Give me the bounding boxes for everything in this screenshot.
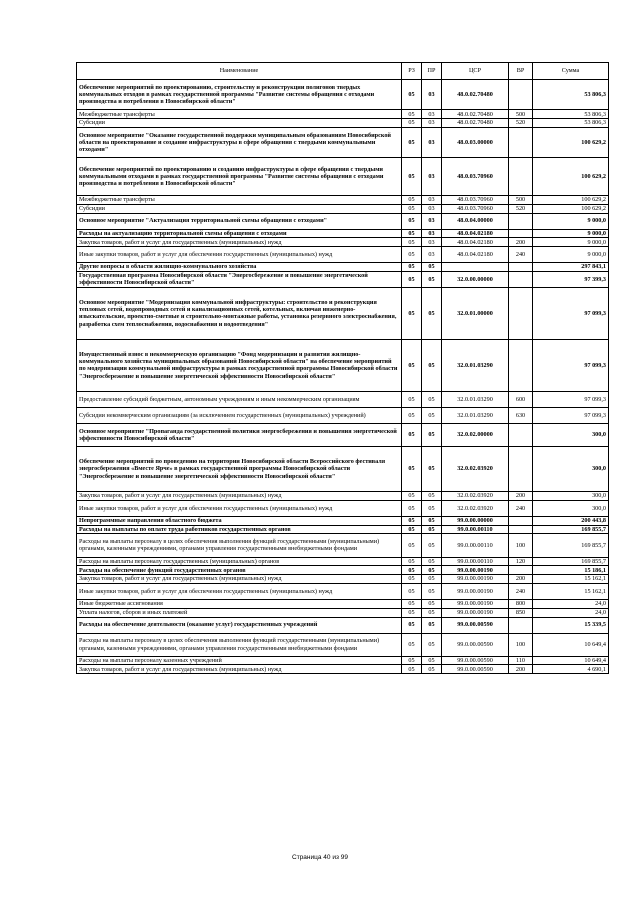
header-sum: Сумма bbox=[533, 63, 609, 80]
cell-rz: 05 bbox=[402, 391, 422, 407]
table-row bbox=[77, 633, 609, 656]
cell-csr: 48.0.03.70960 bbox=[442, 204, 509, 213]
cell-pr: 05 bbox=[422, 391, 442, 407]
cell-csr: 48.0.03.70960 bbox=[442, 158, 509, 196]
cell-sum: 169 855,7 bbox=[533, 534, 609, 557]
table-row bbox=[77, 391, 609, 407]
cell-vr: 100 bbox=[509, 633, 533, 656]
table-row bbox=[77, 656, 609, 665]
cell-pr: 03 bbox=[422, 247, 442, 263]
cell-csr: 32.0.02.00000 bbox=[442, 423, 509, 446]
header-csr: ЦСР bbox=[442, 63, 509, 80]
cell-vr: 800 bbox=[509, 599, 533, 608]
cell-pr: 05 bbox=[422, 557, 442, 566]
cell-vr: 200 bbox=[509, 238, 533, 247]
cell-rz: 05 bbox=[402, 127, 422, 157]
cell-sum: 300,0 bbox=[533, 491, 609, 500]
cell-rz: 05 bbox=[402, 80, 422, 110]
cell-csr: 32.0.02.03920 bbox=[442, 447, 509, 492]
cell-rz: 05 bbox=[402, 516, 422, 525]
cell-vr bbox=[509, 423, 533, 446]
cell-vr: 200 bbox=[509, 665, 533, 674]
cell-vr: 500 bbox=[509, 195, 533, 204]
cell-name: Межбюджетные трансферты bbox=[77, 110, 402, 119]
cell-sum: 300,0 bbox=[533, 423, 609, 446]
cell-csr: 48.0.02.70480 bbox=[442, 80, 509, 110]
cell-pr: 03 bbox=[422, 213, 442, 229]
table-row bbox=[77, 500, 609, 516]
cell-name: Закупка товаров, работ и услуг для государственных (муниципальных) нужд bbox=[77, 238, 402, 247]
cell-rz: 05 bbox=[402, 287, 422, 339]
cell-pr: 03 bbox=[422, 127, 442, 157]
cell-pr: 05 bbox=[422, 583, 442, 599]
cell-csr: 99.0.00.00190 bbox=[442, 583, 509, 599]
cell-csr: 48.0.02.70480 bbox=[442, 110, 509, 119]
cell-csr: 99.0.00.00190 bbox=[442, 575, 509, 584]
cell-vr bbox=[509, 516, 533, 525]
cell-name: Расходы на выплаты персоналу государственных (муниципальных) органов bbox=[77, 557, 402, 566]
cell-sum: 24,0 bbox=[533, 608, 609, 617]
table-row bbox=[77, 599, 609, 608]
cell-vr bbox=[509, 566, 533, 575]
cell-vr bbox=[509, 263, 533, 272]
cell-vr bbox=[509, 158, 533, 196]
cell-pr: 05 bbox=[422, 447, 442, 492]
cell-csr: 32.0.01.03290 bbox=[442, 407, 509, 423]
cell-csr: 99.0.00.00590 bbox=[442, 633, 509, 656]
table-row bbox=[77, 271, 609, 287]
cell-rz: 05 bbox=[402, 247, 422, 263]
cell-rz: 05 bbox=[402, 271, 422, 287]
cell-name: Обеспечение мероприятий по проектированию и созданию инфраструктуры в сфере обращения с твердыми коммунальными отходами в рамках государственной программы "Развитие системы обращения с отходами производства и потребления в Новосибирской области" bbox=[77, 158, 402, 196]
table-row bbox=[77, 583, 609, 599]
cell-name: Предоставление субсидий бюджетным, автономным учреждениям и иным некоммерческим организациям bbox=[77, 391, 402, 407]
cell-pr: 05 bbox=[422, 656, 442, 665]
cell-name: Расходы на обеспечение деятельности (оказание услуг) государственных учреждений bbox=[77, 617, 402, 633]
cell-sum: 97 099,3 bbox=[533, 339, 609, 391]
header-name: Наименование bbox=[77, 63, 402, 80]
cell-pr: 03 bbox=[422, 229, 442, 238]
cell-sum: 4 690,1 bbox=[533, 665, 609, 674]
cell-vr bbox=[509, 287, 533, 339]
cell-rz: 05 bbox=[402, 525, 422, 534]
cell-pr: 05 bbox=[422, 516, 442, 525]
cell-pr: 05 bbox=[422, 575, 442, 584]
table-row bbox=[77, 423, 609, 446]
cell-name: Расходы на выплаты персоналу в целях обеспечения выполнения функций государственными (муниципальными) органами, казенными учреждениями, органами управления государственными внебюджетными фондами bbox=[77, 633, 402, 656]
table-row bbox=[77, 213, 609, 229]
cell-name: Основное мероприятие "Модернизация коммунальной инфраструктуры: строительство и реконструкция тепловых сетей, водопроводных сетей и канализационных сетей, котельных, включая инженерно-изыскательские, проектно-сметные и строительно-монтажные работы, установка резервного электроснабжения, разработка схем теплоснабжения, водоснабжения и водоотведения" bbox=[77, 287, 402, 339]
cell-csr: 32.0.01.00000 bbox=[442, 287, 509, 339]
table-row bbox=[77, 80, 609, 110]
cell-vr: 520 bbox=[509, 204, 533, 213]
table-row bbox=[77, 566, 609, 575]
cell-name: Расходы на выплаты персоналу в целях обеспечения выполнения функций государственными (муниципальными) органами, казенными учреждениями, органами управления государственными внебюджетными фондами bbox=[77, 534, 402, 557]
cell-sum: 100 629,2 bbox=[533, 158, 609, 196]
cell-pr: 05 bbox=[422, 665, 442, 674]
cell-pr: 05 bbox=[422, 491, 442, 500]
cell-csr: 99.0.00.00590 bbox=[442, 665, 509, 674]
cell-rz: 05 bbox=[402, 665, 422, 674]
cell-rz: 05 bbox=[402, 195, 422, 204]
cell-pr: 05 bbox=[422, 525, 442, 534]
cell-csr: 48.0.04.02180 bbox=[442, 238, 509, 247]
table-row bbox=[77, 238, 609, 247]
cell-vr: 200 bbox=[509, 575, 533, 584]
cell-csr: 99.0.00.00590 bbox=[442, 656, 509, 665]
cell-name: Иные закупки товаров, работ и услуг для обеспечения государственных (муниципальных) нужд bbox=[77, 583, 402, 599]
cell-sum: 97 399,3 bbox=[533, 271, 609, 287]
cell-vr bbox=[509, 617, 533, 633]
cell-name: Имущественный взнос в некоммерческую организацию "Фонд модернизации и развития жилищно-коммунального хозяйства муниципальных образований Новосибирской области" на обеспечение мероприятий по модернизации коммунальной инфраструктуры в рамках государственной программы Новосибирской области "Энергосбережение и повышение энергетической эффективности Новосибирской области" bbox=[77, 339, 402, 391]
cell-name: Основное мероприятие "Актуализация территориальной схемы обращения с отходами" bbox=[77, 213, 402, 229]
cell-csr: 48.0.04.02180 bbox=[442, 247, 509, 263]
cell-csr: 99.0.00.00590 bbox=[442, 617, 509, 633]
cell-name: Расходы на выплаты персоналу казенных учреждений bbox=[77, 656, 402, 665]
cell-sum: 169 855,7 bbox=[533, 557, 609, 566]
cell-csr: 48.0.03.00000 bbox=[442, 127, 509, 157]
budget-table bbox=[76, 62, 609, 674]
cell-vr: 110 bbox=[509, 656, 533, 665]
cell-rz: 05 bbox=[402, 110, 422, 119]
table-row bbox=[77, 665, 609, 674]
cell-sum: 100 629,2 bbox=[533, 127, 609, 157]
cell-csr: 48.0.04.00000 bbox=[442, 213, 509, 229]
cell-pr: 05 bbox=[422, 423, 442, 446]
cell-sum: 15 162,1 bbox=[533, 583, 609, 599]
table-row bbox=[77, 110, 609, 119]
table-row bbox=[77, 287, 609, 339]
cell-vr bbox=[509, 271, 533, 287]
cell-sum: 10 649,4 bbox=[533, 633, 609, 656]
table-row bbox=[77, 339, 609, 391]
table-row bbox=[77, 195, 609, 204]
table-body bbox=[77, 80, 609, 674]
cell-sum: 300,0 bbox=[533, 447, 609, 492]
cell-csr: 99.0.00.00190 bbox=[442, 566, 509, 575]
cell-csr: 99.0.00.00110 bbox=[442, 525, 509, 534]
cell-sum: 24,0 bbox=[533, 599, 609, 608]
cell-csr: 48.0.04.02180 bbox=[442, 229, 509, 238]
cell-pr: 05 bbox=[422, 339, 442, 391]
cell-name: Закупка товаров, работ и услуг для государственных (муниципальных) нужд bbox=[77, 491, 402, 500]
cell-rz: 05 bbox=[402, 213, 422, 229]
cell-csr: 48.0.03.70960 bbox=[442, 195, 509, 204]
cell-name: Основное мероприятие "Пропаганда государственной политики энергосбережения и повышения энергетической эффективности Новосибирской области" bbox=[77, 423, 402, 446]
table-row bbox=[77, 534, 609, 557]
cell-pr: 05 bbox=[422, 271, 442, 287]
cell-rz: 05 bbox=[402, 158, 422, 196]
cell-rz: 05 bbox=[402, 557, 422, 566]
cell-sum: 9 000,0 bbox=[533, 238, 609, 247]
cell-name: Государственная программа Новосибирской области "Энергосбережение и повышение энергетической эффективности Новосибирской области" bbox=[77, 271, 402, 287]
cell-rz: 05 bbox=[402, 617, 422, 633]
cell-pr: 05 bbox=[422, 534, 442, 557]
cell-pr: 03 bbox=[422, 110, 442, 119]
cell-vr: 240 bbox=[509, 500, 533, 516]
cell-sum: 15 162,1 bbox=[533, 575, 609, 584]
cell-pr: 05 bbox=[422, 608, 442, 617]
cell-name: Основное мероприятие "Оказание государственной поддержки муниципальным образованиям Новосибирской области на проектирование и создание инфраструктуры в сфере обращения с твердыми коммунальными отходами" bbox=[77, 127, 402, 157]
cell-vr: 500 bbox=[509, 110, 533, 119]
cell-csr: 32.0.01.03290 bbox=[442, 339, 509, 391]
cell-rz: 05 bbox=[402, 633, 422, 656]
cell-csr: 32.0.01.03290 bbox=[442, 391, 509, 407]
cell-name: Иные закупки товаров, работ и услуг для обеспечения государственных (муниципальных) нужд bbox=[77, 500, 402, 516]
cell-pr: 03 bbox=[422, 195, 442, 204]
cell-csr: 99.0.00.00190 bbox=[442, 599, 509, 608]
cell-csr: 32.0.02.03920 bbox=[442, 500, 509, 516]
page-number: Страница 40 из 99 bbox=[292, 854, 348, 861]
cell-rz: 05 bbox=[402, 423, 422, 446]
cell-rz: 05 bbox=[402, 491, 422, 500]
cell-rz: 05 bbox=[402, 599, 422, 608]
cell-sum: 9 000,0 bbox=[533, 213, 609, 229]
cell-rz: 05 bbox=[402, 583, 422, 599]
table-row bbox=[77, 608, 609, 617]
cell-rz: 05 bbox=[402, 500, 422, 516]
cell-name: Субсидии bbox=[77, 204, 402, 213]
cell-pr: 05 bbox=[422, 566, 442, 575]
cell-rz: 05 bbox=[402, 119, 422, 128]
cell-rz: 05 bbox=[402, 204, 422, 213]
cell-pr: 03 bbox=[422, 158, 442, 196]
cell-rz: 05 bbox=[402, 238, 422, 247]
cell-pr: 05 bbox=[422, 263, 442, 272]
cell-pr: 05 bbox=[422, 617, 442, 633]
cell-sum: 15 339,5 bbox=[533, 617, 609, 633]
table-row bbox=[77, 557, 609, 566]
cell-rz: 05 bbox=[402, 608, 422, 617]
cell-pr: 05 bbox=[422, 287, 442, 339]
cell-rz: 05 bbox=[402, 566, 422, 575]
cell-pr: 05 bbox=[422, 633, 442, 656]
cell-name: Субсидии некоммерческим организациям (за исключением государственных (муниципальных) учреждений) bbox=[77, 407, 402, 423]
cell-sum: 169 855,7 bbox=[533, 525, 609, 534]
cell-csr: 48.0.02.70480 bbox=[442, 119, 509, 128]
header-rz: РЗ bbox=[402, 63, 422, 80]
table-row bbox=[77, 263, 609, 272]
cell-vr bbox=[509, 447, 533, 492]
cell-sum: 97 099,3 bbox=[533, 391, 609, 407]
cell-name: Субсидии bbox=[77, 119, 402, 128]
cell-rz: 05 bbox=[402, 263, 422, 272]
table-row bbox=[77, 491, 609, 500]
cell-rz: 05 bbox=[402, 447, 422, 492]
cell-csr bbox=[442, 263, 509, 272]
cell-rz: 05 bbox=[402, 407, 422, 423]
cell-vr bbox=[509, 213, 533, 229]
cell-sum: 100 629,2 bbox=[533, 195, 609, 204]
cell-name: Другие вопросы в области жилищно-коммунального хозяйства bbox=[77, 263, 402, 272]
cell-csr: 99.0.00.00110 bbox=[442, 534, 509, 557]
cell-name: Уплата налогов, сборов и иных платежей bbox=[77, 608, 402, 617]
cell-vr bbox=[509, 80, 533, 110]
cell-name: Расходы на обеспечение функций государственных органов bbox=[77, 566, 402, 575]
cell-vr bbox=[509, 229, 533, 238]
cell-name: Закупка товаров, работ и услуг для государственных (муниципальных) нужд bbox=[77, 575, 402, 584]
cell-pr: 05 bbox=[422, 599, 442, 608]
cell-pr: 03 bbox=[422, 238, 442, 247]
table-row bbox=[77, 516, 609, 525]
cell-rz: 05 bbox=[402, 534, 422, 557]
cell-sum: 300,0 bbox=[533, 500, 609, 516]
cell-sum: 53 806,3 bbox=[533, 119, 609, 128]
cell-pr: 05 bbox=[422, 407, 442, 423]
cell-sum: 200 443,8 bbox=[533, 516, 609, 525]
cell-sum: 97 099,3 bbox=[533, 287, 609, 339]
cell-vr: 200 bbox=[509, 491, 533, 500]
cell-name: Расходы на выплаты по оплате труда работников государственных органов bbox=[77, 525, 402, 534]
cell-vr: 600 bbox=[509, 391, 533, 407]
cell-sum: 53 806,3 bbox=[533, 110, 609, 119]
cell-pr: 03 bbox=[422, 119, 442, 128]
table-row bbox=[77, 407, 609, 423]
cell-vr bbox=[509, 339, 533, 391]
cell-vr: 120 bbox=[509, 557, 533, 566]
cell-sum: 9 000,0 bbox=[533, 247, 609, 263]
cell-name: Обеспечение мероприятий по проведению на территории Новосибирской области Всероссийского фестиваля энергосбережения «Вместе Ярче» в рамках государственной программы Новосибирской области "Энергосбережение и повышение энергетической эффективности Новосибирской области" bbox=[77, 447, 402, 492]
cell-sum: 97 099,3 bbox=[533, 407, 609, 423]
cell-name: Расходы на актуализацию территориальной схемы обращения с отходами bbox=[77, 229, 402, 238]
cell-vr: 240 bbox=[509, 583, 533, 599]
cell-rz: 05 bbox=[402, 229, 422, 238]
table-row bbox=[77, 158, 609, 196]
table-row bbox=[77, 525, 609, 534]
cell-sum: 10 649,4 bbox=[533, 656, 609, 665]
cell-rz: 05 bbox=[402, 339, 422, 391]
header-pr: ПР bbox=[422, 63, 442, 80]
table-row bbox=[77, 119, 609, 128]
table-header-row bbox=[77, 63, 609, 80]
cell-sum: 297 843,1 bbox=[533, 263, 609, 272]
table-row bbox=[77, 229, 609, 238]
cell-csr: 99.0.00.00110 bbox=[442, 557, 509, 566]
cell-name: Обеспечение мероприятий по проектированию, строительству и реконструкции полигонов твердых коммунальных отходов в рамках государственной программы "Развитие системы обращения с отходами производства и потребления в Новосибирской области" bbox=[77, 80, 402, 110]
cell-vr: 240 bbox=[509, 247, 533, 263]
cell-csr: 32.0.00.00000 bbox=[442, 271, 509, 287]
cell-pr: 05 bbox=[422, 500, 442, 516]
cell-vr bbox=[509, 127, 533, 157]
table-row bbox=[77, 617, 609, 633]
cell-pr: 03 bbox=[422, 204, 442, 213]
cell-csr: 99.0.00.00190 bbox=[442, 608, 509, 617]
cell-name: Иные бюджетные ассигнования bbox=[77, 599, 402, 608]
header-vr: ВР bbox=[509, 63, 533, 80]
cell-vr: 630 bbox=[509, 407, 533, 423]
cell-csr: 32.0.02.03920 bbox=[442, 491, 509, 500]
table-row bbox=[77, 447, 609, 492]
cell-sum: 53 806,3 bbox=[533, 80, 609, 110]
table-row bbox=[77, 575, 609, 584]
cell-vr: 100 bbox=[509, 534, 533, 557]
cell-name: Межбюджетные трансферты bbox=[77, 195, 402, 204]
cell-csr: 99.0.00.00000 bbox=[442, 516, 509, 525]
table-row bbox=[77, 204, 609, 213]
table-row bbox=[77, 247, 609, 263]
cell-name: Иные закупки товаров, работ и услуг для обеспечения государственных (муниципальных) нужд bbox=[77, 247, 402, 263]
cell-pr: 03 bbox=[422, 80, 442, 110]
cell-sum: 100 629,2 bbox=[533, 204, 609, 213]
cell-vr: 850 bbox=[509, 608, 533, 617]
cell-name: Закупка товаров, работ и услуг для государственных (муниципальных) нужд bbox=[77, 665, 402, 674]
cell-rz: 05 bbox=[402, 575, 422, 584]
cell-sum: 9 000,0 bbox=[533, 229, 609, 238]
cell-name: Непрограммные направления областного бюджета bbox=[77, 516, 402, 525]
table-row bbox=[77, 127, 609, 157]
cell-vr bbox=[509, 525, 533, 534]
cell-sum: 15 186,1 bbox=[533, 566, 609, 575]
cell-rz: 05 bbox=[402, 656, 422, 665]
cell-vr: 520 bbox=[509, 119, 533, 128]
